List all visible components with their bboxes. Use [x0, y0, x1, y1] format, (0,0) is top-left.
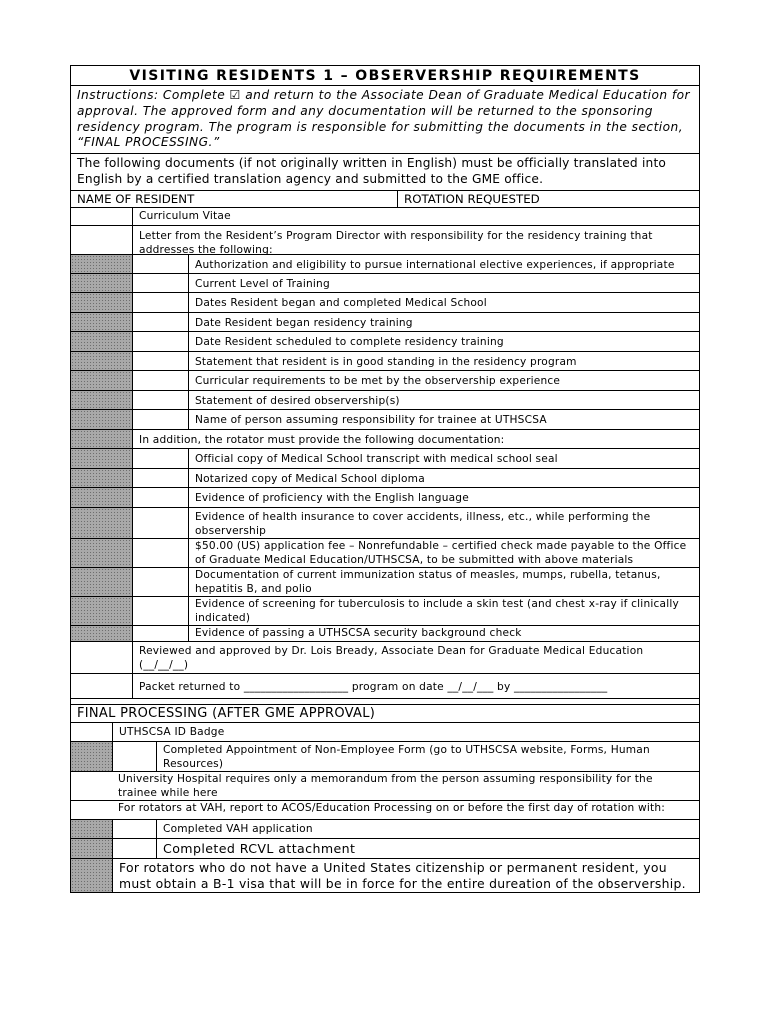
vah-label: For rotators at VAH, report to ACOS/Education Processing on or before the first day of rotation with:	[118, 801, 666, 814]
letter-item-row	[70, 391, 700, 411]
appointment-checkbox[interactable]	[71, 742, 113, 771]
badge-checkbox[interactable]	[71, 723, 113, 741]
packet-row	[70, 674, 700, 699]
translation-row	[70, 154, 700, 191]
letter-items	[70, 255, 700, 430]
indent-cell	[133, 352, 189, 371]
letter-item-label: Statement of desired observership(s)	[195, 394, 400, 407]
rcvl-label: Completed RCVL attachment	[163, 840, 356, 856]
letter-item-checkbox[interactable]	[71, 410, 133, 429]
letter-item-label: Name of person assuming responsibility for trainee at UTHSCSA	[195, 414, 547, 427]
final-processing-title: FINAL PROCESSING (AFTER GME APPROVAL)	[77, 705, 376, 721]
letter-item-label: Statement that resident is in good standing in the residency program	[195, 355, 577, 368]
doc-item-checkbox[interactable]	[71, 508, 133, 538]
indent-cell	[133, 391, 189, 410]
letter-item-label: Current Level of Training	[195, 277, 330, 290]
indent-cell	[133, 568, 189, 596]
doc-item-checkbox[interactable]	[71, 539, 133, 567]
visa-row	[70, 859, 700, 893]
indent-cell	[133, 539, 189, 567]
letter-row	[70, 226, 700, 255]
indent-cell	[133, 410, 189, 429]
indent-cell	[133, 469, 189, 488]
title-row	[70, 65, 700, 86]
addition-label: In addition, the rotator must provide the following documentation:	[139, 433, 505, 446]
translation-note: The following documents (if not originally written in English) must be officially translated into English by a certified translation agency and submitted to the GME office.	[77, 156, 667, 186]
doc-item-label: $50.00 (US) application fee – Nonrefundable – certified check made payable to the Office of Graduate Medical Education/UTHSCSA, to be submitted with above materials	[195, 539, 687, 566]
indent-cell	[133, 626, 189, 641]
appointment-row	[70, 742, 700, 772]
instructions-post: and return to the Associate Dean of Graduate Medical Education for approval. The approved form and any documentation will be returned to the sponsoring residency program. The program is responsible for submitting the documents in the section, “FINAL PROCESSING.”	[77, 88, 690, 150]
doc-item-row	[70, 568, 700, 597]
visa-label: For rotators who do not have a United States citizenship or permanent resident, you must obtain a B-1 visa that will be in force for the entire dureation of the observership.	[119, 859, 686, 891]
badge-label: UTHSCSA ID Badge	[119, 725, 225, 738]
letter-item-checkbox[interactable]	[71, 391, 133, 410]
doc-item-label: Evidence of proficiency with the English language	[195, 492, 469, 505]
badge-row	[70, 723, 700, 742]
university-row	[70, 772, 700, 801]
doc-item-row	[70, 508, 700, 539]
doc-item-label: Evidence of health insurance to cover accidents, illness, etc., while performing the observership	[195, 510, 651, 537]
letter-item-checkbox[interactable]	[71, 352, 133, 371]
indent-cell	[113, 820, 157, 838]
packet-label: Packet returned to ___________________ program on date __/__/___ by _________________	[139, 680, 608, 693]
indent-cell	[133, 508, 189, 538]
university-label: University Hospital requires only a memorandum from the person assuming responsibility for the trainee while here	[118, 772, 653, 799]
doc-item-row	[70, 597, 700, 626]
letter-item-checkbox[interactable]	[71, 255, 133, 273]
letter-item-row	[70, 293, 700, 313]
rcvl-row	[70, 839, 700, 859]
addition-row	[70, 430, 700, 450]
cv-checkbox[interactable]	[71, 208, 133, 225]
vah-row	[70, 801, 700, 820]
doc-item-checkbox[interactable]	[71, 469, 133, 488]
letter-item-row	[70, 410, 700, 430]
addition-checkbox[interactable]	[71, 430, 133, 449]
name-of-resident-label[interactable]: NAME OF RESIDENT	[71, 191, 398, 207]
letter-item-row	[70, 332, 700, 352]
doc-item-checkbox[interactable]	[71, 568, 133, 596]
indent-cell	[133, 313, 189, 332]
indent-cell	[133, 449, 189, 468]
letter-item-checkbox[interactable]	[71, 274, 133, 293]
doc-item-label: Documentation of current immunization status of measles, mumps, rubella, tetanus, hepatitis B, and polio	[195, 568, 661, 595]
letter-item-row	[70, 274, 700, 294]
indent-cell	[133, 597, 189, 625]
doc-item-label: Evidence of passing a UTHSCSA security background check	[195, 626, 522, 639]
doc-item-label: Notarized copy of Medical School diploma	[195, 472, 425, 485]
instructions-row	[70, 86, 700, 154]
letter-item-label: Curricular requirements to be met by the observership experience	[195, 375, 561, 388]
letter-item-checkbox[interactable]	[71, 332, 133, 351]
doc-item-row	[70, 469, 700, 489]
indent-cell	[133, 371, 189, 390]
doc-item-checkbox[interactable]	[71, 488, 133, 507]
doc-item-checkbox[interactable]	[71, 626, 133, 641]
vah-app-label: Completed VAH application	[163, 822, 313, 835]
indent-cell	[113, 742, 157, 771]
letter-item-row	[70, 313, 700, 333]
rotation-requested-label[interactable]: ROTATION REQUESTED	[404, 191, 540, 206]
doc-items	[70, 449, 700, 642]
checkbox-icon: ☑	[229, 88, 241, 102]
letter-label: Letter from the Resident’s Program Director with responsibility for the residency training that addresses the following:	[139, 229, 653, 256]
letter-item-label: Authorization and eligibility to pursue international elective experiences, if appropriate	[195, 258, 675, 271]
name-rotation-row	[70, 191, 700, 208]
letter-checkbox[interactable]	[71, 226, 133, 254]
rcvl-checkbox[interactable]	[71, 839, 113, 858]
requirements-form	[70, 65, 700, 893]
reviewed-row	[70, 642, 700, 674]
letter-item-label: Date Resident scheduled to complete residency training	[195, 336, 504, 349]
reviewed-label: Reviewed and approved by Dr. Lois Bready, Associate Dean for Graduate Medical Education (__/__/__)	[139, 644, 644, 671]
doc-item-row	[70, 539, 700, 568]
doc-item-checkbox[interactable]	[71, 449, 133, 468]
doc-item-label: Evidence of screening for tuberculosis to include a skin test (and chest x-ray if clinically indicated)	[195, 597, 679, 624]
letter-item-row	[70, 352, 700, 372]
letter-item-checkbox[interactable]	[71, 293, 133, 312]
letter-item-checkbox[interactable]	[71, 371, 133, 390]
letter-item-row	[70, 255, 700, 274]
doc-item-row	[70, 488, 700, 508]
vah-app-checkbox[interactable]	[71, 820, 113, 838]
doc-item-row	[70, 626, 700, 642]
indent-cell	[133, 488, 189, 507]
doc-item-label: Official copy of Medical School transcript with medical school seal	[195, 453, 558, 466]
letter-item-label: Dates Resident began and completed Medical School	[195, 297, 487, 310]
doc-item-row	[70, 449, 700, 469]
letter-item-label: Date Resident began residency training	[195, 316, 413, 329]
letter-item-row	[70, 371, 700, 391]
instructions-pre: Instructions: Complete	[77, 88, 230, 102]
indent-cell	[133, 274, 189, 293]
final-title-row	[70, 705, 700, 723]
visa-checkbox[interactable]	[71, 859, 113, 892]
cv-label: Curriculum Vitae	[139, 209, 231, 222]
indent-cell	[133, 332, 189, 351]
reviewed-checkbox[interactable]	[71, 642, 133, 673]
indent-cell	[133, 255, 189, 273]
packet-checkbox[interactable]	[71, 674, 133, 698]
letter-item-checkbox[interactable]	[71, 313, 133, 332]
indent-cell	[133, 293, 189, 312]
indent-cell	[113, 839, 157, 858]
vah-app-row	[70, 820, 700, 839]
doc-item-checkbox[interactable]	[71, 597, 133, 625]
form-title: VISITING RESIDENTS 1 – OBSERVERSHIP REQUIREMENTS	[129, 68, 641, 84]
appointment-label: Completed Appointment of Non-Employee Form (go to UTHSCSA website, Forms, Human Resources)	[163, 743, 650, 770]
instructions-text	[71, 86, 699, 153]
cv-row	[70, 208, 700, 226]
